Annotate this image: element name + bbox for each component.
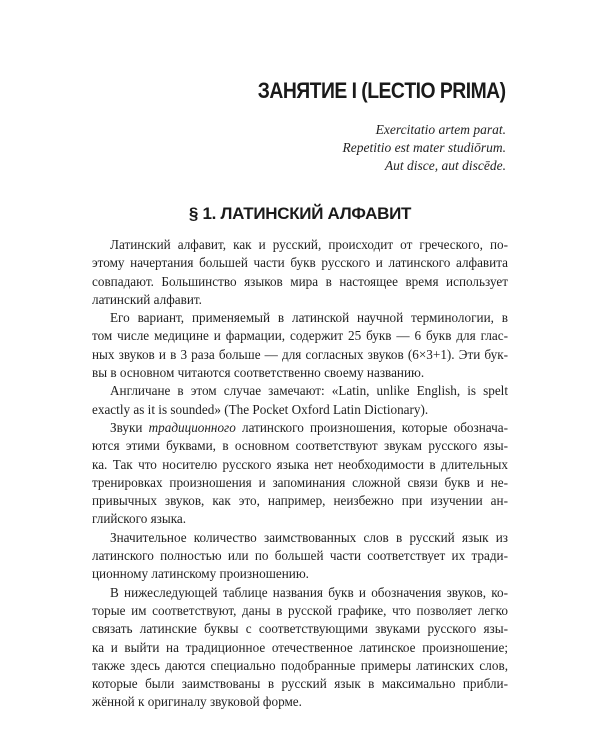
paragraph	[92, 419, 508, 529]
text-line	[92, 419, 508, 437]
text-line: жённой к оригиналу звуковой форме.	[92, 694, 302, 710]
text-line: глийского языка.	[92, 511, 187, 527]
text-line: латинский алфавит.	[92, 291, 202, 307]
text-line: ных звуков и в 3 раза больше — для согласных звуков (6×3+1). Эти бук-	[92, 346, 508, 362]
epigraph-line: Aut disce, aut discēde.	[384, 158, 506, 173]
text-line: В нижеследующей таблице названия букв и обозначения звуков, ко-	[110, 584, 508, 600]
text-line: латинского полностью или по большей части соответствует их тради-	[92, 548, 508, 564]
text-run: латинского произношения, которые обознача-	[235, 419, 508, 435]
text-run: Звуки	[110, 419, 149, 435]
text-line: связать латинские буквы с соответствующими звуками русского язы-	[92, 621, 508, 637]
epigraph-line: Repetitio est mater studiōrum.	[342, 140, 506, 155]
section-title: § 1. ЛАТИНСКИЙ АЛФАВИТ	[188, 204, 412, 223]
text-line: торые им соответствуют, даны в русской графике, что позволяет легко	[92, 602, 508, 618]
text-line: вы в основном читаются соответственно своему названию.	[92, 365, 425, 381]
paragraph	[92, 584, 508, 712]
text-line: совпадают. Большинство языков мира в настоящее время использует	[92, 273, 508, 289]
paragraph	[92, 382, 508, 419]
text-line: этому начертания большей части букв русского и латинского алфавита	[92, 255, 508, 271]
lesson-title: ЗАНЯТИЕ I (LECTIO PRIMA)	[258, 78, 506, 103]
text-line: ка и выйти на традиционное отечественное латинское произношение;	[92, 639, 508, 655]
paragraph	[92, 236, 508, 309]
text-line: которые были заимствованы в русский язык в максимально прибли-	[92, 676, 508, 692]
text-line: Его вариант, применяемый в латинской научной терминологии, в	[110, 310, 508, 326]
paragraph	[92, 529, 508, 584]
body-text	[92, 236, 508, 712]
italic-term: традиционного	[148, 419, 236, 435]
text-line: том числе медицине и фармации, содержит 25 букв — 6 букв для глас-	[92, 328, 508, 344]
paragraph	[92, 309, 508, 382]
text-line: ционному латинскому произношению.	[92, 566, 309, 582]
text-line: ка. Так что носителю русского языка нет необходимости в длительных	[92, 456, 508, 472]
epigraph	[343, 121, 506, 175]
text-line: Значительное количество заимствованных слов в русский язык из	[110, 529, 508, 545]
text-line: привычных звуков, как это, например, неизбежно при изучении ан-	[92, 493, 508, 509]
text-line: также здесь даются специально подобранные примеры латинских слов,	[92, 657, 508, 673]
epigraph-line: Exercitatio artem parat.	[375, 122, 506, 137]
text-line: тренировках произношения и запоминания сложной связи букв и не-	[92, 474, 508, 490]
text-line: exactly as it is sounded» (The Pocket Oxford Latin Dictionary).	[92, 401, 429, 417]
text-line: Англичане в этом случае замечают: «Latin, unlike English, is spelt	[110, 383, 508, 399]
text-line: ются этими буквами, в основном соответствуют звукам русского язы-	[92, 438, 508, 454]
text-line: Латинский алфавит, как и русский, происходит от греческого, по-	[110, 237, 508, 252]
